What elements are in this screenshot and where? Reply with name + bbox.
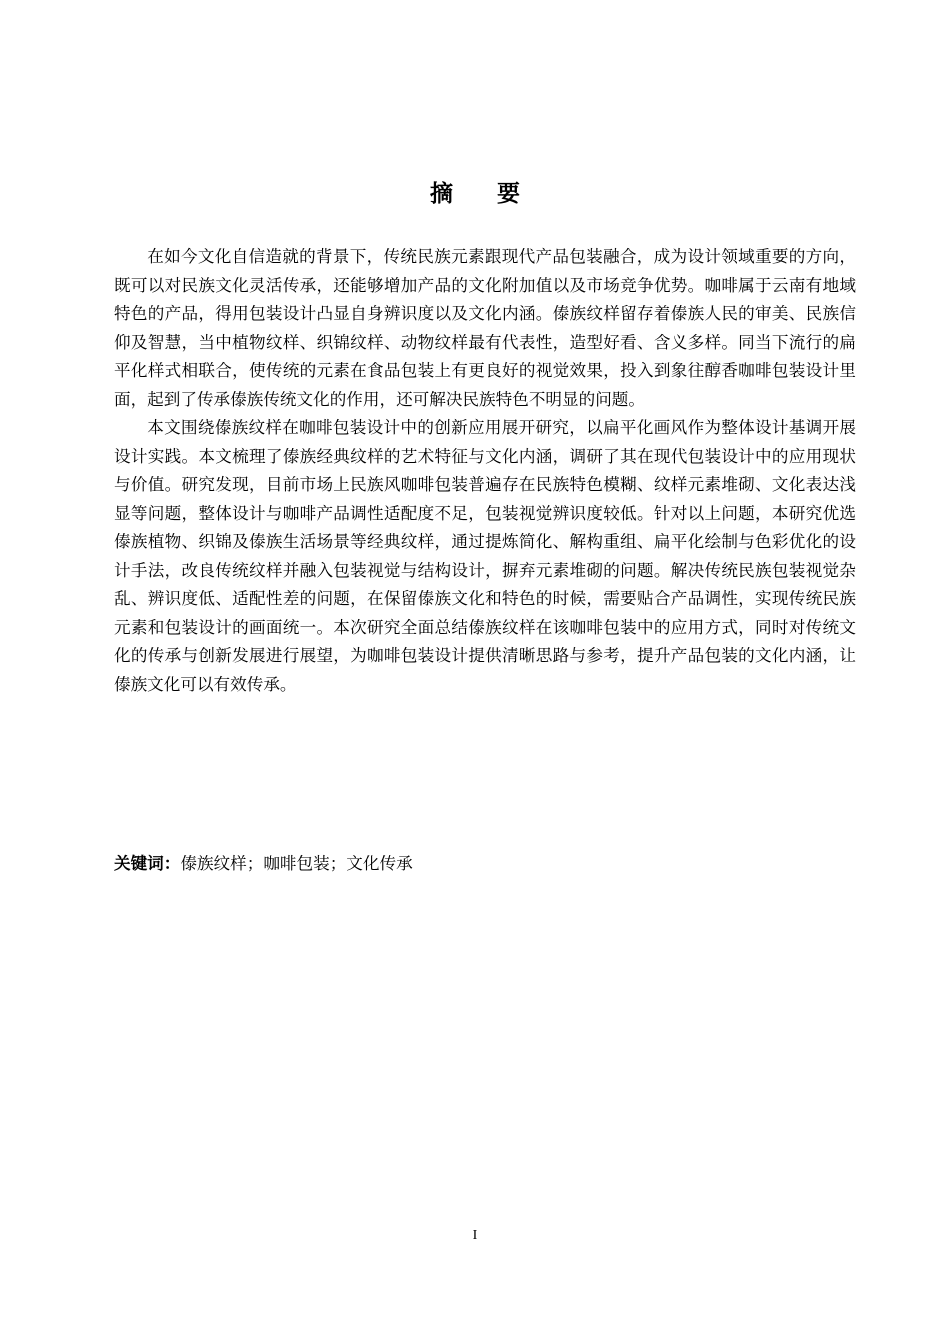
abstract-paragraph-2: 本文围绕傣族纹样在咖啡包装设计中的创新应用展开研究，以扁平化画风作为整体设计基调开展设计实践。本文梳理了傣族经典纹样的艺术特征与文化内涵，调研了其在现代包装设计中的应用现状与价值。研究发现，目前市场上民族风咖啡包装普遍存在民族特色模糊、纹样元素堆砌、文化表达浅显等问题，整体设计与咖啡产品调性适配度不足，包装视觉辨识度较低。针对以上问题，本研究优选傣族植物、织锦及傣族生活场景等经典纹样，通过提炼简化、解构重组、扁平化绘制与色彩优化的设计手法，改良传统纹样并融入包装视觉与结构设计，摒弃元素堆砌的问题。解决传统民族包装视觉杂乱、辨识度低、适配性差的问题，在保留傣族文化和特色的时候，需要贴合产品调性，实现传统民族元素和包装设计的画面统一。本次研究全面总结傣族纹样在该咖啡包装中的应用方式，同时对传统文化的传承与创新发展进行展望，为咖啡包装设计提供清晰思路与参考，提升产品包装的文化内涵，让傣族文化可以有效传承。: [114, 418, 856, 694]
abstract-paragraph-1: 在如今文化自信造就的背景下，传统民族元素跟现代产品包装融合，成为设计领域重要的方向，既可以对民族文化灵活传承，还能够增加产品的文化附加值以及市场竞争优势。咖啡属于云南有地域特色的产品，得用包装设计凸显自身辨识度以及文化内涵。傣族纹样留存着傣族人民的审美、民族信仰及智慧，当中植物纹样、织锦纹样、动物纹样最有代表性，造型好看、含义多样。同当下流行的扁平化样式相联合，使传统的元素在食品包装上有更良好的视觉效果，投入到象往醇香咖啡包装设计里面，起到了传承傣族传统文化的作用，还可解决民族特色不明显的问题。: [114, 247, 856, 409]
abstract-body: [114, 243, 856, 699]
abstract-title: 摘 要: [429, 180, 538, 207]
keywords-label: 关键词：: [114, 853, 181, 873]
keywords-value: 傣族纹样；咖啡包装；文化传承: [180, 854, 413, 873]
page-number: I: [472, 1228, 478, 1243]
keywords-line: [114, 849, 856, 878]
